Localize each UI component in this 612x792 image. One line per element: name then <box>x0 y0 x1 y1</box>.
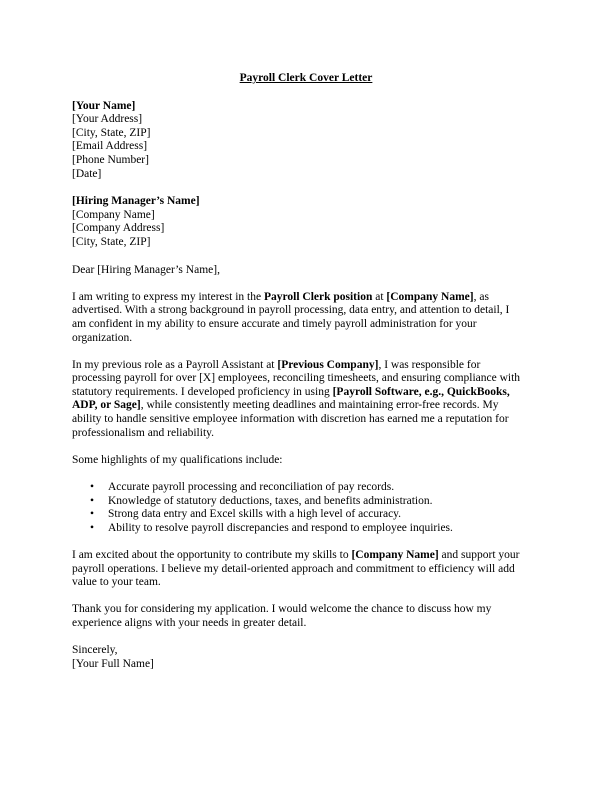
paragraph-experience: In my previous role as a Payroll Assistant at [Previous Company], I was responsible for processing payroll for over [X] employees, reconciling timesheets, and ensuring compliance with statutory requirements. I developed proficiency in using [Payroll Software, e.g., QuickBooks, ADP, or Sage], while consistently meeting deadlines and maintaining error-free records. My ability to handle sensitive employee information with discretion has earned me a reputation for professionalism and reliability. <box>72 358 521 439</box>
bullet-icon: • <box>90 481 95 494</box>
sender-city-state-zip: [City, State, ZIP] <box>72 126 151 139</box>
recipient-company-address: [Company Address] <box>72 222 165 235</box>
list-item: • Accurate payroll processing and reconciliation of pay records. <box>90 481 395 494</box>
recipient-company: [Company Name] <box>72 208 155 221</box>
bullet-icon: • <box>90 494 95 507</box>
closing: Sincerely, <box>72 644 118 657</box>
paragraph-excitement: I am excited about the opportunity to contribute my skills to [Company Name] and support your payroll operations. I believe my detail-oriented approach and commitment to efficiency will add value to your team. <box>72 549 520 589</box>
recipient-city-state-zip: [City, State, ZIP] <box>72 235 151 248</box>
bullet-icon: • <box>90 508 95 521</box>
sender-phone: [Phone Number] <box>72 153 149 166</box>
signature: [Your Full Name] <box>72 657 154 670</box>
cover-letter-page <box>72 72 540 671</box>
sender-block <box>72 100 540 182</box>
paragraph-intro: I am writing to express my interest in the Payroll Clerk position at [Company Name], as advertised. With a strong background in payroll processing, data entry, and attention to detail, I am confident in my ability to ensure accurate and timely payroll administration for your organization. <box>72 290 510 344</box>
list-item: • Knowledge of statutory deductions, taxes, and benefits administration. <box>90 494 433 507</box>
sender-address: [Your Address] <box>72 113 143 126</box>
highlights-list <box>72 481 540 535</box>
recipient-block <box>72 195 540 249</box>
sender-name: [Your Name] <box>72 99 136 112</box>
highlights-intro: Some highlights of my qualifications include: <box>72 453 283 466</box>
sender-email: [Email Address] <box>72 140 148 153</box>
hiring-manager-name: [Hiring Manager’s Name] <box>72 195 200 208</box>
list-item: • Strong data entry and Excel skills with a high level of accuracy. <box>90 508 402 521</box>
letter-date: [Date] <box>72 167 102 180</box>
list-item: • Ability to resolve payroll discrepancies and respond to employee inquiries. <box>90 521 453 534</box>
closing-block <box>72 644 540 671</box>
salutation: Dear [Hiring Manager’s Name], <box>72 263 220 276</box>
bullet-icon: • <box>90 521 95 534</box>
paragraph-thanks: Thank you for considering my application. I would welcome the chance to discuss how my experience aligns with your needs in greater detail. <box>72 603 492 629</box>
document-title: Payroll Clerk Cover Letter <box>239 72 373 84</box>
